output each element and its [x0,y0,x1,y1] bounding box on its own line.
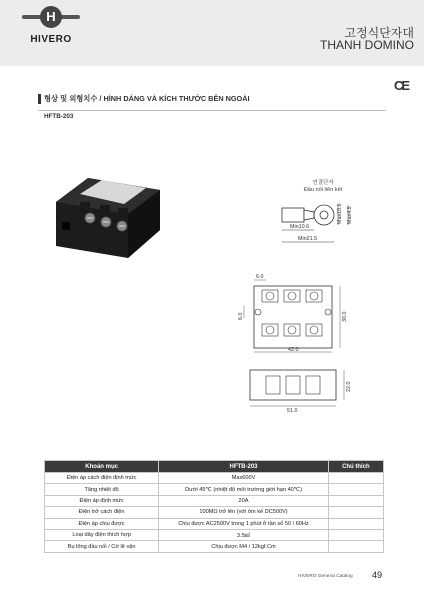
row-label: Điện trở cách điện [45,507,159,518]
dim-top-hole: 6.0 [238,312,244,320]
header-item: Khoản mục [45,461,159,473]
table-row [45,473,384,484]
lug-outline [268,194,378,260]
row-value: Chịu được M4 / 12kgf.Cm [159,541,329,552]
table-header-row [45,461,384,473]
table-row [45,495,384,506]
table-row [45,541,384,552]
section-title: 형상 및 외형치수 / HÌNH DÁNG VÀ KÍCH THƯỚC BÊN NGOÀI [44,94,250,103]
logo-wing-left [22,15,42,19]
lug-label-vietnamese: Đầu nối liên kết [303,187,343,193]
lug-dim-max-4-5: Max4.5 [347,206,353,224]
row-note [328,541,383,552]
row-label: Điện áp định mức [45,495,159,506]
hivero-logo [26,6,76,52]
ce-certification-mark: CE [394,78,409,93]
table-row [45,507,384,518]
table-row [45,529,384,540]
row-label: Loại dây điện thích hợp [45,529,159,540]
header-model: HFTB-203 [159,461,329,473]
row-note [328,507,383,518]
lug-dim-max-10-6: Max10.6 [337,203,343,224]
row-value: Dưới 45℃ (nhiệt độ môi trường giới hạn 40℃) [159,484,329,495]
row-value: 3.5㎟ [159,529,329,540]
row-label: Tăng nhiệt độ [45,484,159,495]
section-divider [38,110,386,111]
lug-label-korean: 연결단자 [312,180,334,186]
table-row [45,518,384,529]
footer-catalog-name: HIVERO General Catalog [298,574,353,579]
top-view-drawing [232,272,362,360]
lug-dim-min-10-6: Min10.6 [290,224,310,230]
ring-lug-drawing [268,178,378,260]
dim-top-width: 42.0 [288,347,299,353]
row-note [328,518,383,529]
row-note [328,484,383,495]
dim-side-height: 22.0 [346,381,352,392]
row-label: Điện áp chịu được [45,518,159,529]
row-label: Điện áp cách điện định mức [45,473,159,484]
page-title-vietnamese: THANH DOMINO [320,38,414,52]
logo-badge: H [40,6,62,28]
terminal-block-photo [50,172,162,264]
section-marker [38,94,41,104]
row-label: Bu lông đầu nối / Cờ lê vặn [45,541,159,552]
page-number: 49 [372,570,383,580]
row-value: 20A [159,495,329,506]
row-note [328,529,383,540]
row-value: Chịu được AC2500V trong 1 phút ở tần số 50 / 60Hz [159,518,329,529]
logo-wing-right [60,15,80,19]
model-code: HFTB-203 [44,113,74,120]
row-value: 100MΩ trở lên (với ôm kế DC500V) [159,507,329,518]
page-title-korean: 고정식단자대 [344,26,414,40]
table-row [45,484,384,495]
spec-table [44,460,384,553]
dim-top-pitch: 6.0 [256,274,264,280]
dim-side-width: 51.0 [287,408,298,414]
row-note [328,495,383,506]
side-view-drawing [236,364,356,416]
header-note: Chú thích [328,461,383,473]
logo-text: HIVERO [30,34,72,45]
dim-top-height: 30.0 [342,311,348,322]
row-note [328,473,383,484]
row-value: Max600V [159,473,329,484]
lug-dim-min-21-5: Min21.5 [298,236,318,242]
